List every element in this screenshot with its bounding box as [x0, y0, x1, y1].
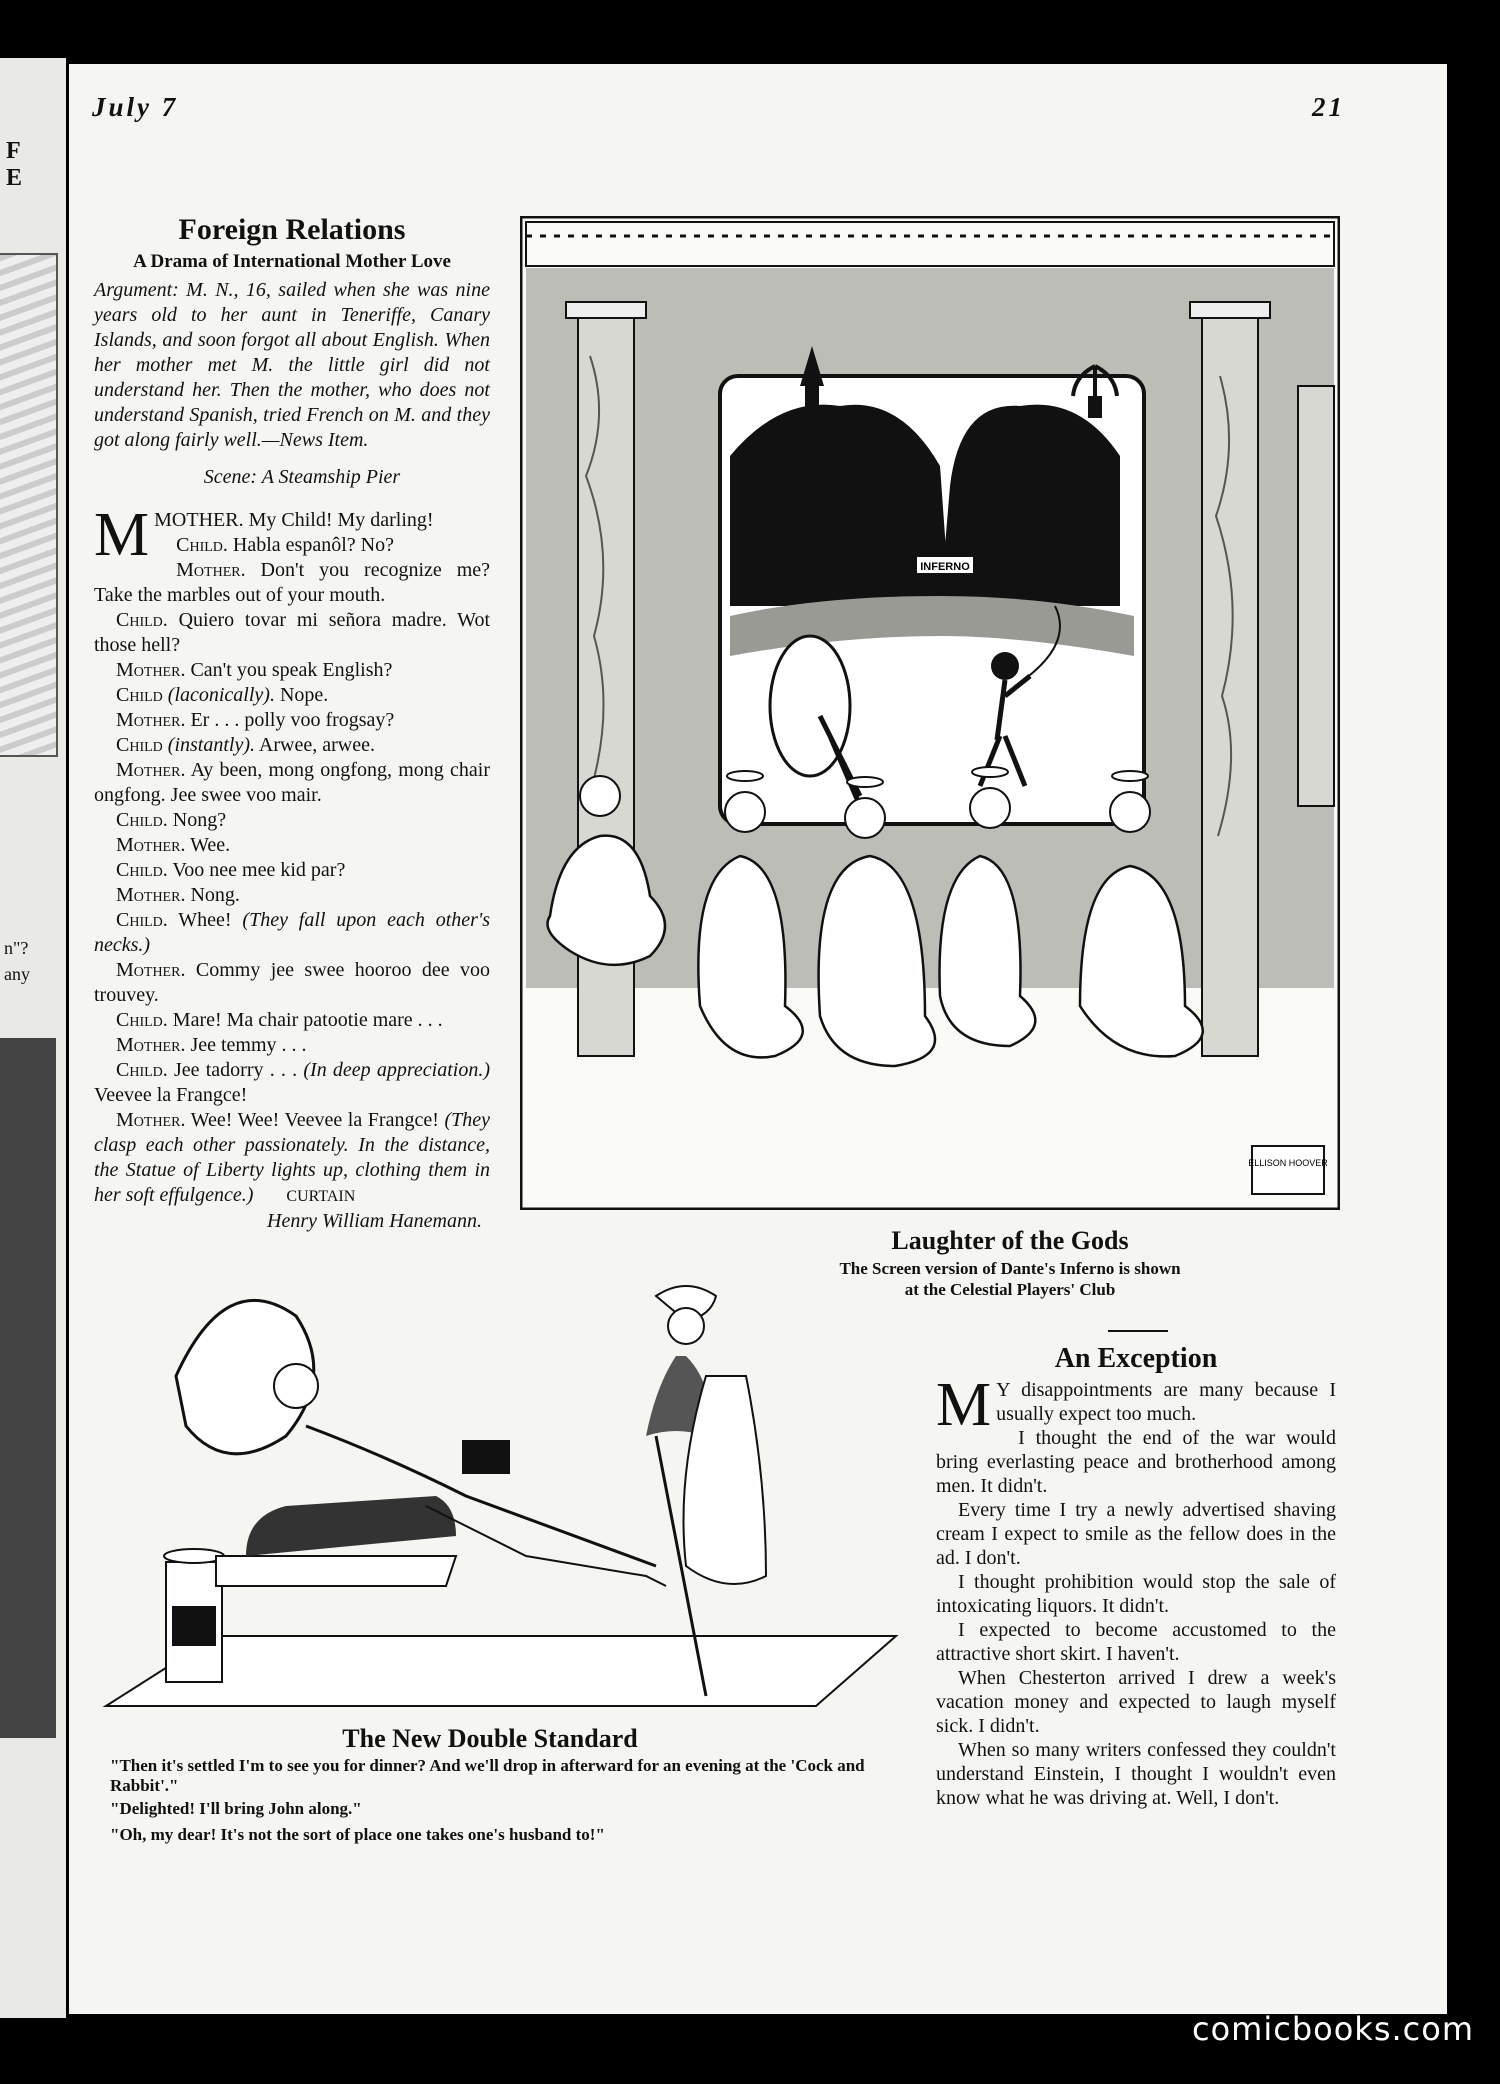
- line-text: Whee!: [178, 909, 232, 931]
- caption-line: "Oh, my dear! It's not the sort of place one takes one's husband to!": [110, 1825, 605, 1844]
- stage-direction: (They fall upon each other's necks.): [94, 909, 490, 956]
- dialogue-line: [94, 683, 490, 708]
- dialogue-line: [94, 858, 490, 883]
- speaker: Child.: [116, 809, 168, 831]
- article-subtitle: A Drama of International Mother Love: [133, 251, 451, 272]
- line-text: Can't you speak English?: [190, 659, 393, 681]
- prev-page-dark-illustration: [0, 1038, 56, 1738]
- speaker: Mother.: [116, 884, 186, 906]
- exception-title: An Exception: [1054, 1343, 1218, 1374]
- cartoon-drawing: [520, 216, 1340, 1210]
- speaker: Child.: [116, 1009, 168, 1031]
- dialogue-line: [94, 1108, 490, 1209]
- dialogue-line: [94, 658, 490, 683]
- dialogue-line: [94, 758, 490, 808]
- foreign-relations-article: [94, 212, 490, 1234]
- dialogue-line: [94, 1008, 490, 1033]
- scene-label: Scene:: [203, 466, 258, 488]
- line-text: Nong.: [190, 884, 240, 906]
- dialogue-line: [94, 908, 490, 958]
- argument-label: Argument:: [94, 279, 179, 301]
- dialogue-line: [94, 833, 490, 858]
- dialogue-line: [94, 608, 490, 658]
- dialogue-line: [94, 708, 490, 733]
- speaker: Child.: [116, 609, 168, 631]
- running-head-date: July 7: [92, 92, 179, 122]
- speaker: Mother.: [116, 759, 186, 781]
- dialogue-line: [94, 958, 490, 1008]
- scene-text: A Steamship Pier: [261, 466, 401, 488]
- double-standard-caption: [110, 1722, 870, 1848]
- speaker: Mother.: [116, 709, 186, 731]
- exception-paragraph: I thought the end of the war would bring everlasting peace and brotherhood among men. It didn't.: [936, 1427, 1336, 1497]
- speaker: Child: [116, 734, 163, 756]
- speaker: Child.: [116, 1059, 168, 1081]
- speaker: MOTHER.: [154, 509, 244, 531]
- argument-body: M. N., 16, sailed when she was nine years old to her aunt in Teneriffe, Canary Islands, and soon forgot all about English. When her mother met M. the little girl did not understand her. Then the mother, who does not understand Spanish, tried French on M. and they got along fairly well.—News Item.: [94, 279, 490, 451]
- line-text: Voo nee mee kid par?: [172, 859, 346, 881]
- caption-line: [110, 1756, 870, 1796]
- line-text: Wee! Wee! Veevee la Frangce!: [190, 1109, 439, 1131]
- drop-cap: M: [936, 1371, 992, 1439]
- speaker: Child: [116, 684, 163, 706]
- double-standard-illustration: [96, 1256, 906, 1716]
- speaker: Mother.: [116, 659, 186, 681]
- line-text: My Child! My darling!: [248, 509, 434, 531]
- speaker: Child.: [176, 534, 228, 556]
- dialogue-line: [94, 533, 490, 558]
- exception-first-text: Y disappointments are many because I usually expect too much.: [996, 1379, 1336, 1425]
- laughter-caption-line: at the Celestial Players' Club: [904, 1280, 1116, 1299]
- prev-page-letters: F E: [6, 138, 43, 191]
- line-text: Jee tadorry . . .: [174, 1059, 298, 1081]
- laughter-title: Laughter of the Gods: [891, 1226, 1129, 1255]
- an-exception-article: [936, 1340, 1336, 1810]
- dialogue-line: [94, 733, 490, 758]
- artist-signature: ELLISON HOOVER: [1248, 1158, 1328, 1168]
- line-text: Mare! Ma chair patootie mare . . .: [172, 1009, 443, 1031]
- dialogue-line: [94, 808, 490, 833]
- dialogue-line: [94, 558, 490, 608]
- drop-cap: M: [94, 501, 150, 569]
- dialogue: [94, 501, 491, 1209]
- dialogue-line: [94, 883, 490, 908]
- speaker: Mother.: [116, 959, 186, 981]
- exception-paragraph: I thought prohibition would stop the sale of intoxicating liquors. It didn't.: [936, 1571, 1336, 1617]
- stage-direction: (laconically).: [167, 684, 275, 706]
- line-text: Habla espanôl? No?: [232, 534, 394, 556]
- exception-paragraph: Every time I try a newly advertised shaving cream I expect to smile as the fellow does in the ad. I don't.: [936, 1499, 1336, 1569]
- divider-rule: [1108, 1330, 1168, 1332]
- laughter-of-the-gods-illustration: [520, 216, 1340, 1210]
- page-number: 21: [1312, 92, 1345, 122]
- exception-paragraph: When Chesterton arrived I drew a week's vacation money and expected to laugh myself sick. I didn't.: [936, 1667, 1336, 1737]
- scene-line: [114, 465, 490, 490]
- laughter-caption-line: The Screen version of Dante's Inferno is shown: [839, 1259, 1181, 1278]
- line-text: Wee.: [190, 834, 231, 856]
- line-text: Nope.: [279, 684, 329, 706]
- line-text: Nong?: [172, 809, 227, 831]
- article-title: Foreign Relations: [178, 213, 406, 246]
- double-standard-drawing: [96, 1256, 906, 1716]
- prev-page-illustration: [0, 253, 58, 757]
- argument-text: [94, 278, 490, 453]
- line-text: Commy jee swee hooroo dee voo trouvey.: [94, 959, 490, 1006]
- stage-direction: (They clasp each other passionately. In the distance, the Statue of Liberty lights up, clothing them in her soft effulgence.): [94, 1109, 490, 1206]
- inferno-sign: INFERNO: [920, 561, 970, 573]
- dialogue-line: [94, 1058, 490, 1108]
- prev-page-fragment: n"?: [4, 938, 29, 958]
- caption-line: "Delighted! I'll bring John along.": [110, 1799, 362, 1818]
- exception-paragraph: When so many writers confessed they couldn't understand Einstein, I thought I wouldn't even know what he was driving at. Well, I don't.: [936, 1739, 1336, 1809]
- dialogue-line: [94, 1033, 490, 1058]
- stage-direction: (In deep appreciation.): [303, 1059, 491, 1081]
- previous-page-strip: [0, 58, 66, 2018]
- stage-direction: (instantly).: [167, 734, 255, 756]
- caption-line-text: "Then it's settled I'm to see you for dinner? And we'll drop in afterward for an evening at the 'Cock and Rabbit'.": [110, 1756, 865, 1795]
- line-text: Arwee, arwee.: [258, 734, 375, 756]
- line-text: Don't you recognize me? Take the marbles out of your mouth.: [94, 559, 491, 606]
- line-text: Quiero tovar mi señora madre. Wot those hell?: [94, 609, 490, 656]
- speaker: Child.: [116, 909, 168, 931]
- speaker: Mother.: [116, 834, 186, 856]
- double-standard-title: The New Double Standard: [342, 1724, 638, 1753]
- exception-first-paragraph: [936, 1371, 1336, 1439]
- line-text: CURTAIN: [286, 1188, 356, 1205]
- speaker: Mother.: [176, 559, 246, 581]
- line-text: Jee temmy . . .: [190, 1034, 307, 1056]
- speaker: Mother.: [116, 1034, 186, 1056]
- article-author: Henry William Hanemann.: [267, 1210, 482, 1232]
- line-text: Ay been, mong ongfong, mong chair ongfong. Jee swee voo mair.: [94, 759, 490, 806]
- exception-paragraph: I expected to become accustomed to the attractive short skirt. I haven't.: [936, 1619, 1336, 1665]
- watermark: comicbooks.com: [1191, 2010, 1474, 2048]
- speaker: Mother.: [116, 1109, 186, 1131]
- line-text: Veevee la Frangce!: [94, 1084, 248, 1106]
- speaker: Child.: [116, 859, 168, 881]
- line-text: Er . . . polly voo frogsay?: [190, 709, 395, 731]
- exception-paragraphs: [936, 1426, 1336, 1810]
- prev-page-fragment: any: [4, 964, 30, 984]
